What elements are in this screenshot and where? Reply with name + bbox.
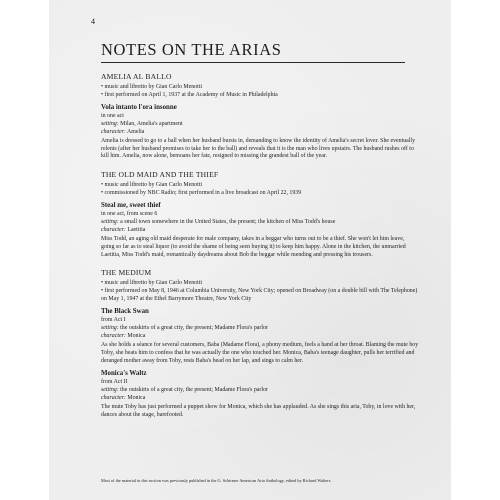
setting-label: setting: — [101, 325, 119, 332]
opera-section-amelia-al-ballo — [101, 72, 419, 161]
aria-setting — [101, 324, 419, 332]
page-title: NOTES ON THE ARIAS — [101, 40, 282, 59]
aria-character — [101, 394, 419, 402]
aria-character — [101, 128, 419, 136]
aria-character — [101, 226, 419, 234]
setting-label: setting: — [101, 219, 119, 226]
document-page — [49, 0, 451, 500]
aria-description: Amelia is dressed to go to a ball when her husband bursts in, demanding to know the identity of Amelia's secret lover. She eventually relents (after her husband promises to take her to the ball) and reveals that it is the man who lives upstairs. The husband rushes off to kill him. Amelia, now alone, bemoans her fate, resigned to missing the grandest ball of the year. — [101, 138, 416, 160]
opera-fact: • music and libretto by Gian Carlo Menotti — [101, 84, 203, 90]
character-text: Monica — [125, 333, 146, 340]
aria-description: As she holds a séance for several customers, Baba (Madame Flora), a phony medium, feels a hand at her throat. Blaming the mute boy Toby, she beats him to confess that he was actually the one who touched her. Monica, Baba's teenage daughter, pulls her terrified and deranged mother away from Toby, rests Baba's head on her lap, and sings to calm her. — [101, 342, 419, 364]
opera-heading: AMELIA AL BALLO — [101, 72, 172, 81]
aria-entry — [101, 369, 419, 419]
opera-section-the-medium — [101, 268, 419, 420]
aria-context: from Act I — [101, 317, 126, 324]
aria-title: Vola intanto l'ora insonne — [101, 104, 177, 111]
page-number: 4 — [91, 17, 95, 26]
aria-entry — [101, 103, 419, 161]
character-text: Monica — [125, 395, 146, 402]
aria-setting — [101, 386, 419, 394]
title-rule — [101, 62, 405, 63]
setting-label: setting: — [101, 121, 119, 127]
aria-context: in one act, from scene 6 — [101, 211, 158, 218]
aria-title: The Black Swan — [101, 308, 149, 316]
opera-heading: THE MEDIUM — [101, 268, 152, 278]
character-label: character: — [101, 333, 126, 340]
footnote: Most of the material in this section was previously published in the G. Schirmer American Aria Anthology, edited by Richard Walters. — [101, 478, 332, 483]
aria-description: The mute Toby has just performed a puppet show for Monica, which she has applauded. As she sings this aria, Toby, in love with her, dances about the stage, barefooted. — [101, 404, 416, 419]
opera-fact: • commissioned by NBC Radio; first performed in a live broadcast on April 22, 1939 — [101, 190, 302, 197]
aria-context: in one act — [101, 113, 124, 119]
opera-fact: • first performed on April 1, 1937 at the Academy of Music in Philadelphia — [101, 92, 278, 98]
aria-setting — [101, 218, 419, 226]
opera-heading: THE OLD MAID AND THE THIEF — [101, 170, 219, 180]
opera-fact: • first performed on May 8, 1946 at Columbia University, New York City; opened on Broadway (on a double bill with The Telephone) on May 1, 1947 at the Ethel Barrymore Theatre, New York City — [101, 288, 418, 303]
character-text: Amelia — [125, 129, 145, 135]
character-text: Laetitia — [125, 227, 146, 234]
setting-text: Milan, Amelia's apartment — [118, 121, 183, 127]
aria-context: from Act II — [101, 379, 128, 386]
setting-label: setting: — [101, 387, 119, 394]
aria-title: Steal me, sweet thief — [101, 202, 161, 210]
opera-section-old-maid-and-thief — [101, 170, 419, 259]
setting-text: the outskirts of a great city, the present; Madame Flora's parlor — [118, 325, 268, 332]
opera-fact: • music and libretto by Gian Carlo Menotti — [101, 182, 203, 189]
setting-text: the outskirts of a great city, the present; Madame Flora's parlor — [118, 387, 268, 394]
opera-fact: • music and libretto by Gian Carlo Menotti — [101, 280, 203, 287]
character-label: character: — [101, 227, 126, 234]
aria-title: Monica's Waltz — [101, 370, 147, 378]
arias-content — [101, 72, 419, 429]
setting-text: a small town somewhere in the United States, the present; the kitchen of Miss Todd's house — [118, 219, 336, 226]
character-label: character: — [101, 129, 126, 135]
aria-entry — [101, 307, 419, 365]
character-label: character: — [101, 395, 126, 402]
aria-entry — [101, 201, 419, 259]
aria-setting — [101, 120, 419, 128]
aria-character — [101, 332, 419, 340]
aria-description: Miss Todd, an aging old maid desperate for male company, takes in a beggar who turns out to be a thief. She won't let him leave, going so far as to steal liquor (to avoid the shame of being seen buying it) to keep him happy. Alone in the kitchen, the unmarried Laetitia, Miss Todd's maid, romantically daydreams about Bob the beggar while mending and pressing his trousers. — [101, 236, 406, 258]
